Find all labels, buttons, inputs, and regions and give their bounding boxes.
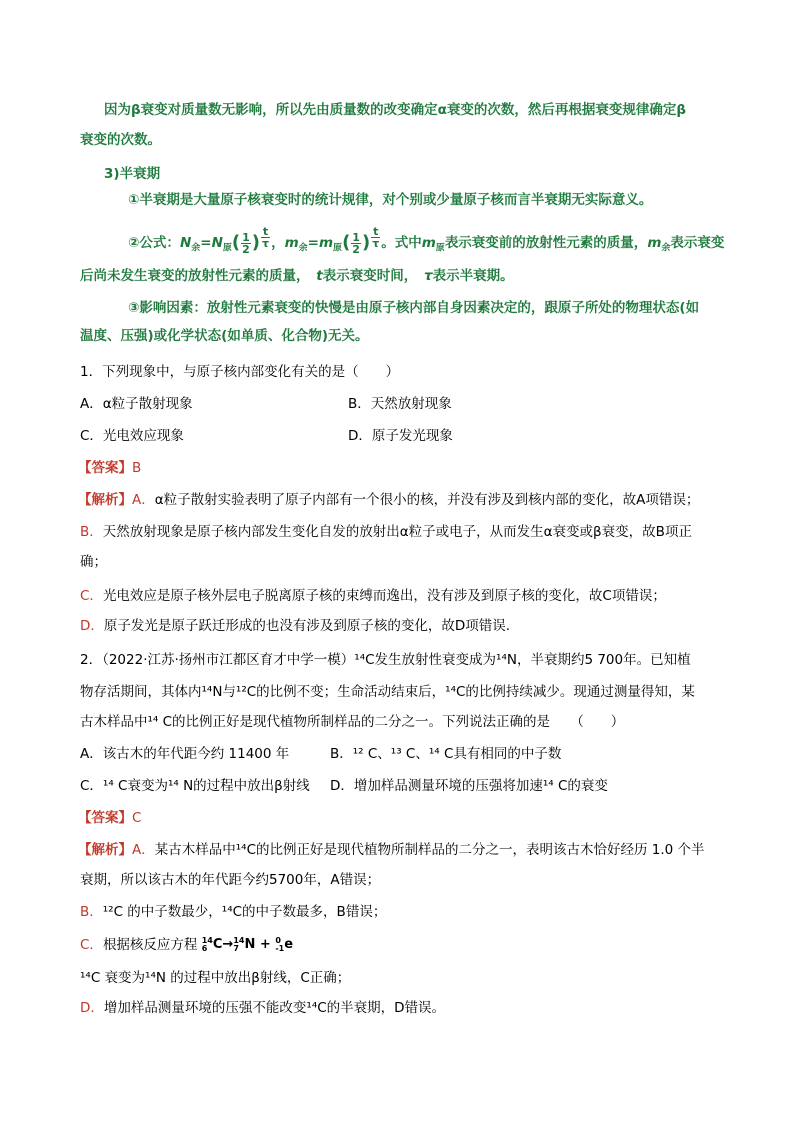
paren-open-2: (: [342, 232, 351, 253]
q1-answer: [78, 458, 141, 478]
fraction-exponent-2: [371, 226, 380, 249]
q1-option-b: B．天然放射现象: [348, 396, 452, 412]
desc-m0: m: [421, 235, 436, 251]
q1-option-c: C．光电效应现象: [80, 428, 184, 444]
e-charge-number: -1: [275, 943, 285, 953]
q1-analysis-a-text: α粒子散射实验表明了原子内部有一个很小的核，并没有涉及到核内部的变化，故A项错误；: [154, 492, 700, 508]
note-item-3b: 温度、压强)或化学状态(如单质、化合物)无关。: [80, 328, 369, 344]
q1-analysis-b-cont: 确；: [80, 554, 107, 570]
q2-analysis-tag: 【解析】: [78, 842, 132, 858]
formula-m-sub-orig: 原: [333, 243, 343, 254]
desc-m-sub: 余: [661, 243, 671, 254]
q1-analysis-tag: 【解析】: [78, 492, 132, 508]
formula-m: m: [284, 235, 299, 251]
plus-sign: +: [259, 937, 271, 952]
e-isotope-numbers: [275, 937, 284, 953]
exp-num-2: t: [373, 225, 379, 238]
q1-stem: 1．下列现象中，与原子核内部变化有关的是（ ）: [80, 364, 400, 380]
formula-desc-1: 表示衰变前的放射性元素的质量，: [444, 235, 648, 251]
formula-m0: m: [318, 235, 334, 251]
q2-analysis-c-text: 根据核反应方程: [102, 937, 198, 953]
q1-answer-value: B: [132, 460, 142, 476]
note-paragraph-1a: 因为β衰变对质量数无影响，所以先由质量数的改变确定α衰变的次数，然后再根据衰变规律确定β: [104, 102, 687, 118]
note-item-3a: ③影响因素：放射性元素衰变的快慢是由原子核内部自身因素决定的，跟原子所处的物理状态(如: [128, 300, 700, 316]
n-isotope-numbers: [233, 937, 244, 953]
q2-option-b: B．¹² C、¹³ C、¹⁴ C具有相同的中子数: [330, 746, 562, 762]
q1-analysis-d-text: 原子发光是原子跃迁形成的也没有涉及到原子核的变化，故D项错误.: [103, 618, 511, 634]
nuclear-equation: [202, 932, 293, 958]
var-t-desc: 表示衰变时间，: [322, 268, 411, 284]
q2-answer: [78, 808, 141, 828]
formula-eq2: =: [307, 235, 319, 251]
q2-option-d: D．增加样品测量环境的压强将加速¹⁴ C的衰变: [330, 778, 608, 794]
paren-open: (: [231, 232, 241, 253]
q1-option-a: A．α粒子散射现象: [80, 396, 193, 412]
q2-option-c: C．¹⁴ C衰变为¹⁴ N的过程中放出β射线: [80, 778, 310, 794]
reaction-arrow: →: [222, 937, 234, 952]
half-den-2: 2: [352, 242, 360, 256]
paren-close-2: ): [361, 232, 371, 253]
paren-close: ): [251, 232, 261, 253]
note-item-1: ①半衰期是大量原子核衰变时的统计规律，对个别或少量原子核而言半衰期无实际意义。: [128, 192, 653, 208]
formula-sub-orig: 原: [222, 243, 232, 254]
q2-analysis-a-cont: 衰期，所以该古木的年代距今约5700年，A错误；: [80, 872, 381, 888]
q2-analysis-c-2: ¹⁴C 衰变为¹⁴N 的过程中放出β射线，C正确；: [80, 970, 351, 986]
q2-answer-value: C: [132, 810, 142, 826]
fraction-half: [241, 232, 251, 255]
q2-analysis-d-letter: D．: [80, 1000, 104, 1016]
q2-analysis-a-letter: A．: [132, 842, 155, 858]
n-charge-number: 7: [233, 943, 239, 953]
q1-analysis-c: [80, 586, 666, 606]
q2-stem-1: 2．（2022·江苏·扬州市江都区育才中学一模）¹⁴C发生放射性衰变成为¹⁴N，半衰期约5 700年。已知植: [80, 652, 691, 668]
n-symbol: N: [244, 937, 256, 952]
q1-option-d: D．原子发光现象: [348, 428, 453, 444]
q1-analysis-a-letter: A．: [132, 492, 155, 508]
q2-analysis-b-letter: B．: [80, 904, 103, 920]
half-num-2: 1: [352, 230, 360, 244]
half-num: 1: [242, 230, 250, 244]
q2-analysis-c: [80, 932, 293, 958]
n-mass-number: 14: [233, 935, 245, 945]
q2-analysis-b: [80, 902, 386, 922]
formula-sub-remain: 余: [191, 243, 201, 254]
q2-analysis-a-text: 某古木样品中¹⁴C的比例正好是现代植物所制样品的二分之一，表明该古木恰好经历 1.0 个半: [154, 842, 705, 858]
c-isotope-numbers: [202, 937, 213, 953]
var-tau-desc: 表示半衰期。: [432, 268, 514, 284]
section-heading-half-life: 3)半衰期: [104, 166, 161, 182]
desc-m0-sub: 原: [435, 243, 445, 254]
c-charge-number: 6: [201, 943, 208, 953]
q2-stem-3: 古木样品中¹⁴ C的比例正好是现代植物所制样品的二分之一。下列说法正确的是 （ ）: [80, 714, 625, 730]
q2-analysis-d: [80, 998, 445, 1018]
q1-analysis-c-letter: C．: [80, 588, 103, 604]
desc-m: m: [647, 235, 662, 251]
q1-analysis-d-letter: D．: [80, 618, 104, 634]
q2-stem-2: 物存活期间，其体内¹⁴N与¹²C的比例不变；生命活动结束后，¹⁴C的比例持续减少。现通过测量得知，某: [80, 684, 695, 700]
q2-answer-tag: 【答案】: [78, 810, 132, 826]
formula-line2: 后尚未发生衰变的放射性元素的质量，: [80, 268, 303, 284]
q2-analysis-b-text: ¹²C 的中子数最少，¹⁴C的中子数最多，B错误；: [102, 904, 387, 920]
note-item-2-line-2: [80, 266, 514, 286]
q1-analysis-a: [78, 490, 699, 510]
formula-tail: 。式中: [381, 235, 422, 251]
exp-den: τ: [262, 237, 270, 250]
q2-option-a: A．该古木的年代距今约 11400 年: [80, 746, 290, 762]
half-den: 2: [242, 242, 250, 256]
formula-desc-2: 表示衰变: [670, 235, 725, 251]
c-mass-number: 14: [201, 935, 213, 945]
q1-analysis-b-text: 天然放射现象是原子核内部发生变化自发的放射出α粒子或电子，从而发生α衰变或β衰变，故B项正: [102, 524, 692, 540]
var-t: t: [316, 268, 323, 284]
q2-analysis-a: [78, 840, 705, 860]
q1-answer-tag: 【答案】: [78, 460, 132, 476]
q1-analysis-d: [80, 616, 510, 636]
q2-analysis-d-text: 增加样品测量环境的压强不能改变¹⁴C的半衰期，D错误。: [103, 1000, 446, 1016]
formula-prefix: ②公式：: [128, 235, 180, 251]
fraction-half-2: [351, 232, 361, 255]
formula-m-sub-remain: 余: [298, 243, 308, 254]
var-tau: τ: [423, 268, 433, 284]
formula-n: N: [179, 235, 192, 251]
e-mass-number: 0: [275, 935, 281, 945]
e-symbol: e: [284, 937, 294, 952]
c-symbol: C: [212, 937, 223, 952]
note-item-2-formula: ②公式：$N_余=N_原$( $\frac{1}{2}$ ) $\frac{t}{\tau}$ ，$m_余=m_原$( $\frac{1}{2}$ ) $\frac{t}{\tau}$ 。式中$m_原$表示衰变前的放射性元素的质量，$m_余$表示衰变: [128, 225, 725, 256]
formula-eq: =: [200, 235, 212, 251]
q2-analysis-c-letter: C．: [80, 937, 103, 953]
exp-den-2: τ: [372, 237, 380, 250]
q1-analysis-b-letter: B．: [80, 524, 103, 540]
q1-analysis-b: [80, 522, 692, 542]
note-paragraph-1b: 衰变的次数。: [80, 132, 161, 148]
formula-n0: N: [211, 235, 223, 251]
exp-num: t: [262, 225, 269, 238]
q1-analysis-c-text: 光电效应是原子核外层电子脱离原子核的束缚而逸出，没有涉及到原子核的变化，故C项错误；: [102, 588, 666, 604]
fraction-exponent: [261, 226, 270, 249]
